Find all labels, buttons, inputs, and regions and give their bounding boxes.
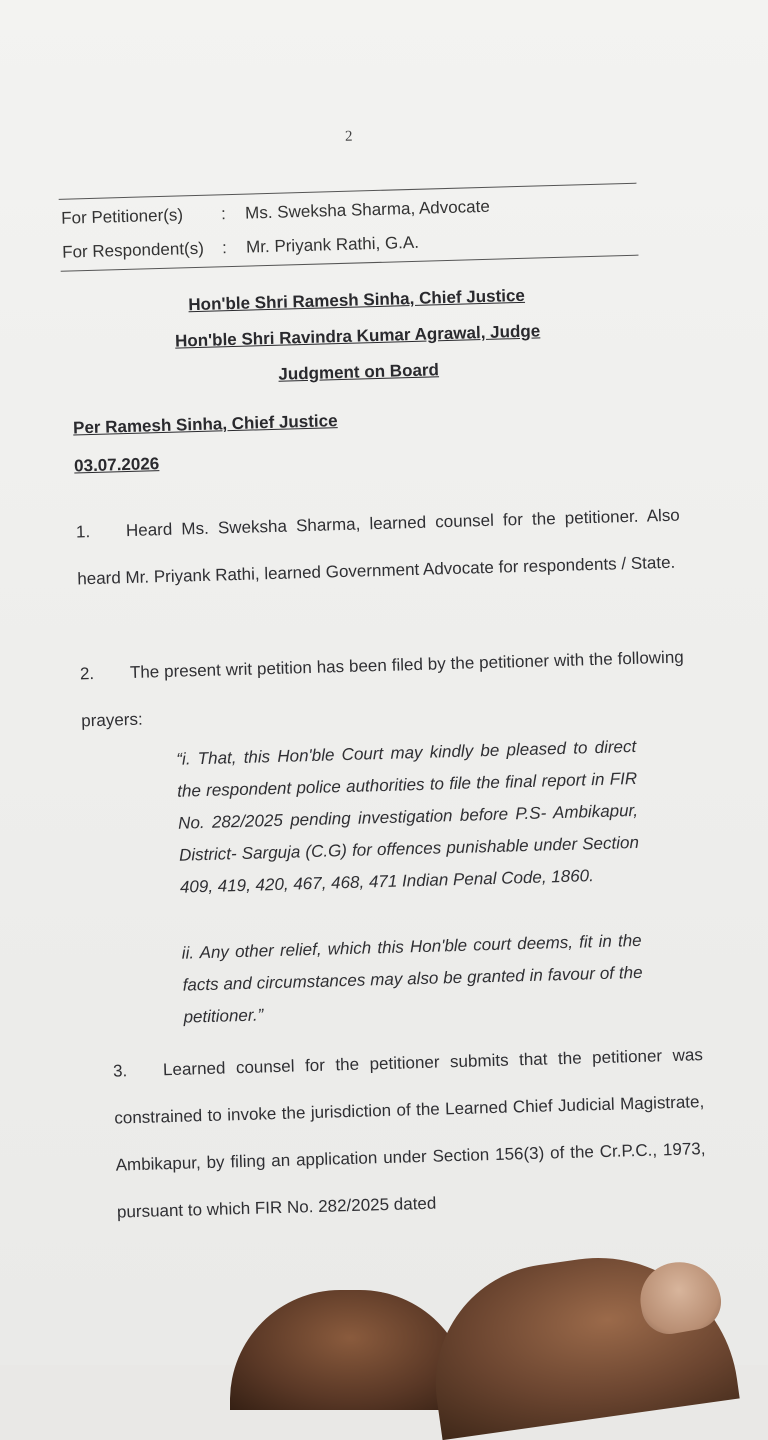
prayer-ii: ii. Any other relief, which this Hon'ble court deems, fit in the facts and circumstances may also be granted in favour of the petitioner.” bbox=[181, 930, 643, 1027]
counsel-label: For Petitioner(s) bbox=[60, 205, 184, 228]
coram-judge-2: Hon'ble Shri Ravindra Kumar Agrawal, Judge bbox=[174, 321, 541, 351]
paragraph-number: 3. bbox=[112, 1061, 128, 1081]
paragraph-3 bbox=[112, 1031, 707, 1235]
paragraph-text: The present writ petition has been filed by the petitioner with the following prayers: bbox=[80, 647, 684, 731]
prayer-i: “i. That, this Hon'ble Court may kindly be pleased to direct the respondent police authorities to file the final report in FIR No. 282/2025 pending investigation before P.S- Ambikapur, District- Sarguja (C.G) for offences punishable under Section 409, 419, 420, 467, 468, 471 Indian Penal Code, 1860. bbox=[176, 736, 640, 897]
counsel-name: Mr. Priyank Rathi, G.A. bbox=[245, 232, 420, 257]
judgment-date: 03.07.2026 bbox=[73, 454, 160, 476]
top-rule bbox=[59, 183, 637, 200]
paragraph-2 bbox=[79, 634, 685, 745]
coram-judge-1: Hon'ble Shri Ramesh Sinha, Chief Justice bbox=[188, 285, 526, 315]
author-line: Per Ramesh Sinha, Chief Justice bbox=[72, 411, 338, 438]
paragraph-number: 2. bbox=[79, 664, 95, 684]
counsel-label: For Respondent(s) bbox=[61, 238, 205, 262]
counsel-name: Ms. Sweksha Sharma, Advocate bbox=[244, 196, 491, 223]
paragraph-text: Heard Ms. Sweksha Sharma, learned counsel for the petitioner. Also heard Mr. Priyank Rathi, learned Government Advocate for respondents / State. bbox=[77, 505, 681, 589]
counsel-petitioner bbox=[61, 197, 490, 229]
page-number: 2 bbox=[344, 128, 353, 145]
judgment-type: Judgment on Board bbox=[278, 360, 440, 384]
counsel-colon: : bbox=[221, 238, 228, 258]
paragraph-1 bbox=[75, 492, 681, 603]
paragraph-text: Learned counsel for the petitioner submits that the petitioner was constrained to invoke the jurisdiction of the Learned Chief Judicial Magistrate, Ambikapur, by filing an application under Section 156(3) of the Cr.P.C., 1973, pursuant to which FIR No. 282/2025 dated bbox=[114, 1045, 706, 1222]
counsel-respondent bbox=[62, 233, 419, 263]
paragraph-number: 1. bbox=[75, 522, 91, 542]
counsel-colon: : bbox=[220, 204, 227, 224]
